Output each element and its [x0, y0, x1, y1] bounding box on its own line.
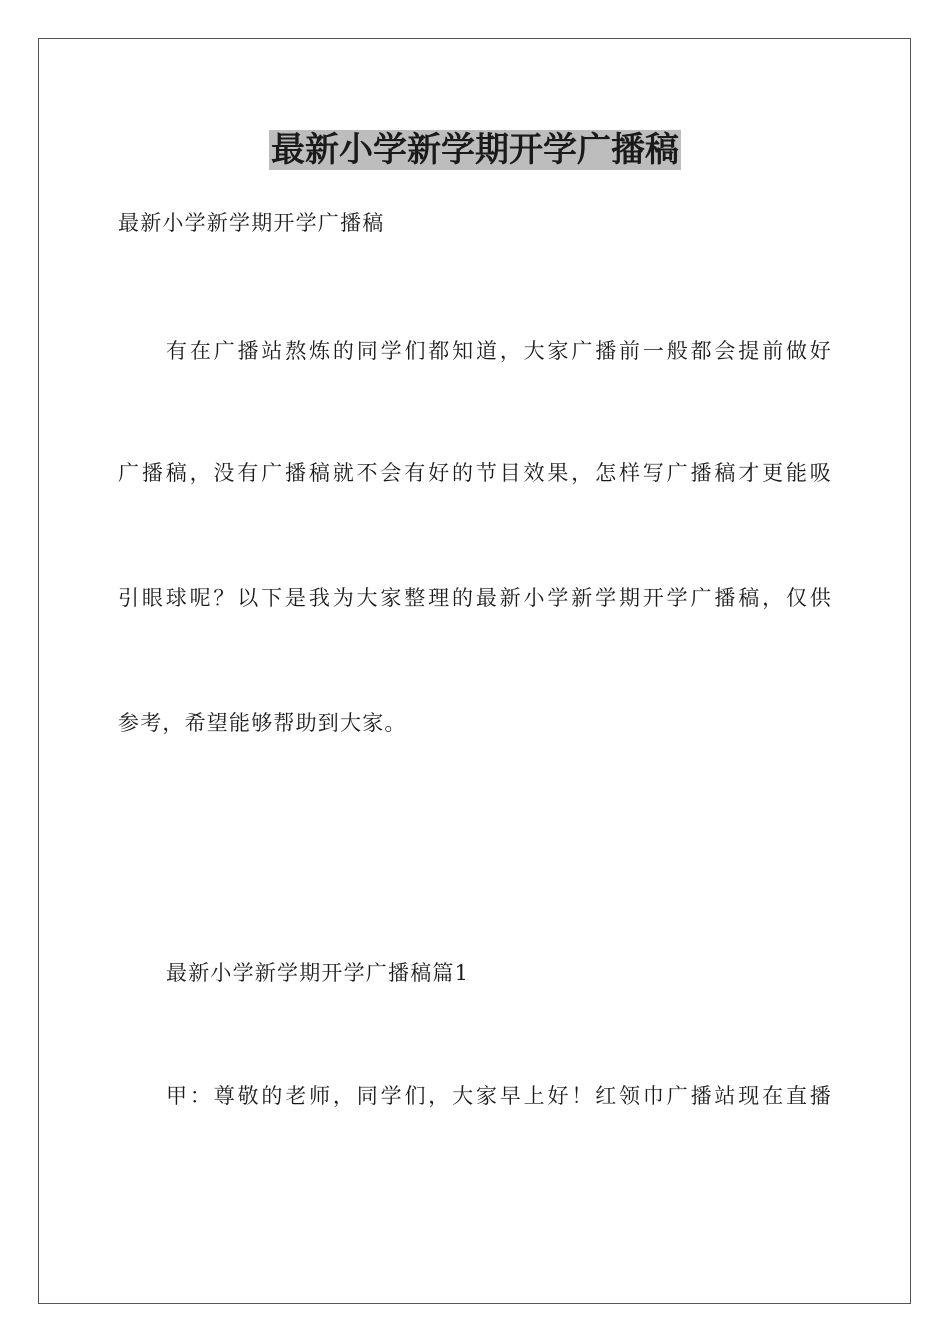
section-line-1: 甲：尊敬的老师，同学们，大家早上好！红领巾广播站现在直播: [166, 1084, 832, 1108]
document-title-text: 最新小学新学期开学广播稿: [271, 130, 679, 170]
intro-line-2: 广播稿，没有广播稿就不会有好的节目效果，怎样写广播稿才更能吸: [118, 461, 832, 485]
intro-line-3: 引眼球呢？以下是我为大家整理的最新小学新学期开学广播稿，仅供: [118, 586, 832, 610]
intro-line-1: 有在广播站熬炼的同学们都知道，大家广播前一般都会提前做好: [166, 339, 832, 363]
section-heading: 最新小学新学期开学广播稿篇1: [166, 961, 470, 985]
intro-line-4: 参考，希望能够帮助到大家。: [118, 711, 407, 735]
document-subtitle: 最新小学新学期开学广播稿: [118, 211, 385, 235]
document-title: [0, 128, 950, 172]
